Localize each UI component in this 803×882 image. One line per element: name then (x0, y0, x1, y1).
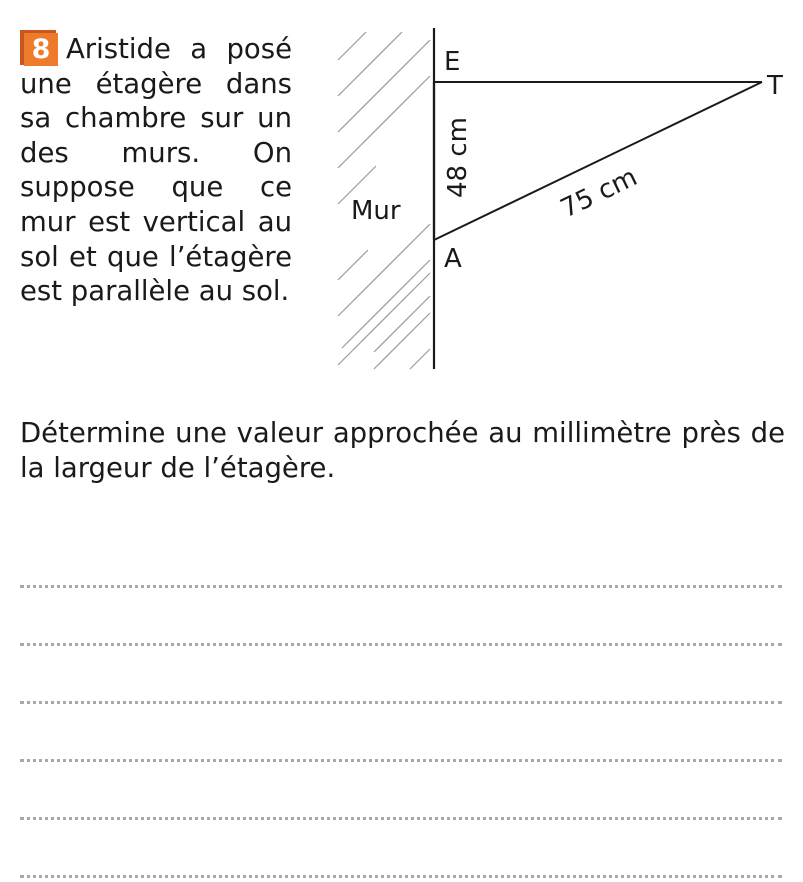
exercise-number: 8 (24, 33, 58, 66)
side-AT-label: 75 cm (556, 162, 643, 225)
exercise-statement: Aristide a posé une étagère dans sa chambre sur un des murs. On suppose que ce mur est vertical au sol et que l’étagère est parallèle au sol. (20, 33, 292, 308)
segment-AT (434, 82, 762, 240)
wall-label: Mur (351, 196, 401, 226)
point-A-label: A (444, 244, 462, 274)
point-T-label: T (767, 71, 783, 101)
shelf-figure (330, 20, 800, 380)
question-text: Détermine une valeur approchée au millimètre près de la largeur de l’étagère. (20, 417, 785, 484)
answer-line[interactable] (20, 762, 782, 820)
answer-area[interactable] (20, 530, 782, 878)
answer-line[interactable] (20, 820, 782, 878)
side-EA-label: 48 cm (443, 117, 473, 198)
answer-line[interactable] (20, 646, 782, 704)
answer-line[interactable] (20, 704, 782, 762)
answer-line[interactable] (20, 530, 782, 588)
point-E-label: E (444, 47, 461, 77)
answer-line[interactable] (20, 588, 782, 646)
